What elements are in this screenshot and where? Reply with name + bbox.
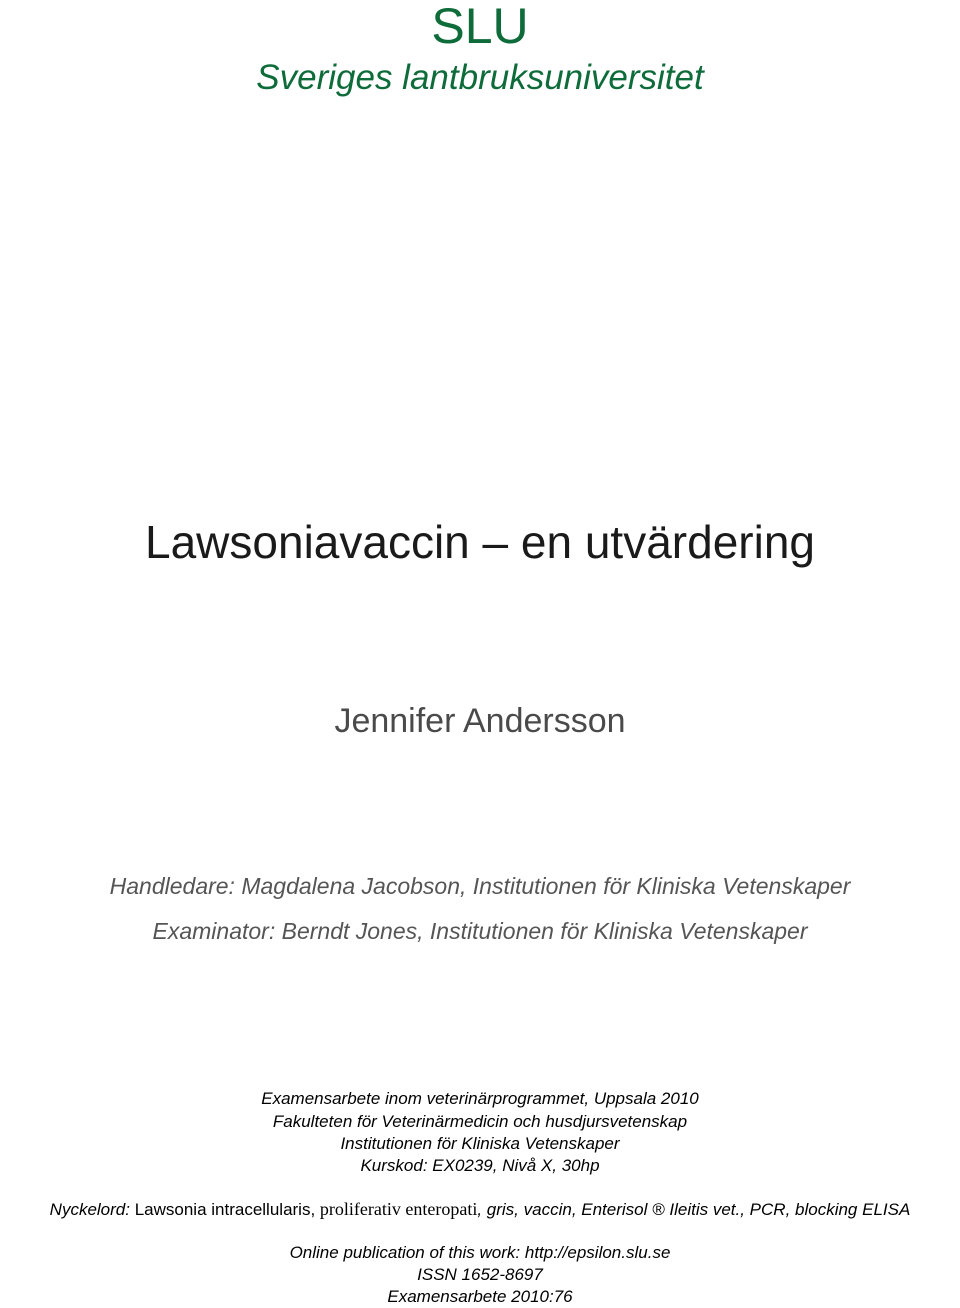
course-code-line: Kurskod: EX0239, Nivå X, 30hp [360,1156,600,1175]
thesis-title: Lawsoniavaccin – en utvärdering [145,516,815,568]
supervisor-line: Handledare: Magdalena Jacobson, Institutionen för Kliniska Vetenskaper [109,873,851,899]
author-name: Jennifer Andersson [334,702,626,740]
keywords-part-2: proliferativ enteropati [319,1199,478,1219]
examiner-line: Examinator: Berndt Jones, Institutionen för Kliniska Vetenskaper [152,918,808,944]
online-publication-line: Online publication of this work: http://epsilon.slu.se [289,1243,671,1262]
thesis-program-line: Examensarbete inom veterinärprogrammet, Uppsala 2010 [261,1089,699,1108]
keywords-line [0,1198,960,1221]
institution-short-name: SLU [431,0,529,54]
issn-line: ISSN 1652-8697 [417,1265,543,1284]
keywords-part-1: Lawsonia intracellularis, [129,1200,320,1219]
series-number-line: Examensarbete 2010:76 [387,1287,573,1306]
keywords-part-4: , PCR, blocking ELISA [740,1200,911,1219]
institution-full-name: Sveriges lantbruksuniversitet [256,58,704,97]
faculty-line: Fakulteten för Veterinärmedicin och husdjursvetenskap [272,1112,688,1131]
keywords-label: Nyckelord: [49,1200,130,1219]
keywords-part-3: , gris, vaccin, Enterisol ® Ileitis vet. [477,1200,741,1219]
department-line: Institutionen för Kliniska Vetenskaper [340,1134,620,1153]
